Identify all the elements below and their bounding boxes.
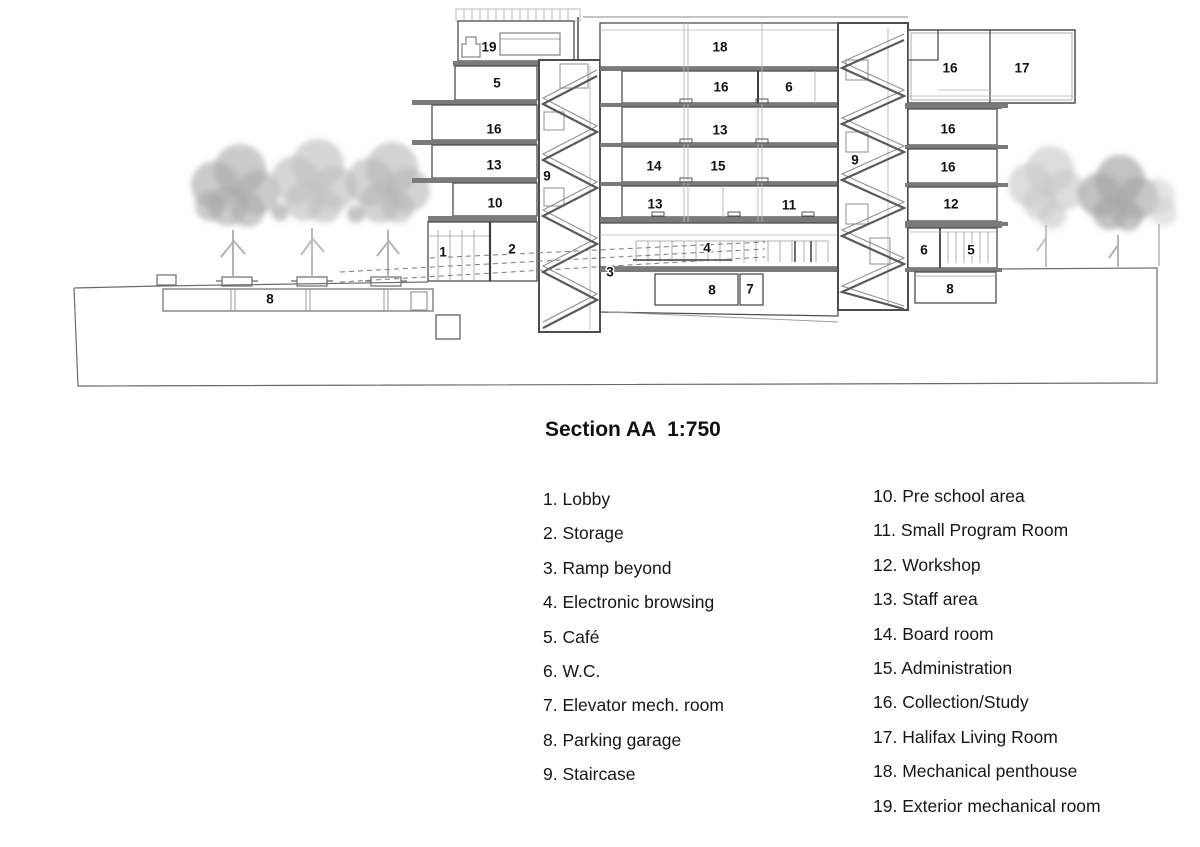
section-drawing [0, 0, 1200, 400]
legend-item [543, 723, 724, 757]
legend-item-number: 18. [873, 761, 898, 782]
room-number-label: 8 [946, 281, 954, 297]
legend-item-label: Café [562, 626, 600, 647]
legend-item-number: 8. [543, 729, 558, 750]
room-number-label: 18 [712, 39, 728, 55]
legend-item [873, 754, 1101, 788]
legend-item-number: 3. [543, 557, 558, 578]
room-number-label: 3 [606, 264, 614, 280]
legend-item [873, 513, 1101, 547]
legend-item [543, 585, 724, 619]
left-staircase [539, 60, 600, 332]
legend-item [873, 617, 1101, 651]
room-number-label: 8 [708, 282, 716, 298]
legend-item-label: Ramp beyond [562, 557, 672, 578]
legend-item-number: 6. [543, 661, 558, 682]
room-number-label: 13 [486, 157, 502, 173]
legend-item-number: 2. [543, 523, 558, 544]
legend-item-number: 12. [873, 554, 898, 575]
legend-item [873, 582, 1101, 616]
room-number-label: 8 [266, 291, 274, 307]
legend-item [873, 720, 1101, 754]
room-number-label: 9 [851, 152, 859, 168]
room-number-label: 4 [703, 240, 711, 256]
room-number-label: 10 [487, 195, 503, 211]
legend-item [543, 620, 724, 654]
legend-item-number: 13. [873, 589, 898, 610]
legend-item-label: Mechanical penthouse [902, 761, 1078, 782]
legend-item-label: Pre school area [902, 486, 1025, 506]
legend-item-label: Staff area [902, 589, 978, 610]
legend-item-number: 4. [543, 592, 558, 613]
legend-item-number: 17. [873, 726, 898, 747]
legend-item [543, 551, 724, 585]
legend-item [543, 516, 724, 550]
room-number-label: 16 [940, 159, 956, 175]
legend-item-label: W.C. [562, 661, 601, 682]
room-number-label: 16 [713, 79, 729, 95]
legend-item-number: 19. [873, 795, 898, 816]
legend-item [873, 548, 1101, 582]
legend-column-right [873, 479, 1101, 823]
legend-item-label: Staircase [562, 764, 636, 785]
legend-item-label: Parking garage [562, 729, 682, 750]
legend-item-label: Elevator mech. room [562, 695, 724, 716]
room-number-label: 11 [781, 197, 797, 213]
drawing-title: Section AA 1:750 [545, 418, 721, 441]
room-number-label: 12 [943, 196, 959, 212]
legend-item [543, 482, 724, 516]
legend-item-label: Small Program Room [900, 520, 1069, 541]
trees-right [1008, 146, 1177, 267]
legend-item [543, 654, 724, 688]
legend-item-label: Electronic browsing [562, 592, 715, 613]
legend-item-label: Halifax Living Room [902, 726, 1058, 747]
room-number-label: 6 [920, 242, 928, 258]
room-number-label: 16 [942, 60, 958, 76]
legend-item [873, 789, 1101, 823]
legend-item-number: 9. [543, 764, 558, 785]
room-number-label: 13 [712, 122, 728, 138]
legend-item [873, 685, 1101, 719]
legend-item-number: 11. [873, 520, 897, 541]
right-staircase [838, 23, 908, 310]
legend-item-number: 5. [543, 626, 558, 647]
room-number-label: 15 [710, 158, 726, 174]
legend-item-label: Storage [562, 523, 624, 544]
room-number-label: 5 [967, 242, 975, 258]
legend-item-label: Administration [901, 658, 1013, 679]
legend-item-number: 10. [873, 486, 898, 506]
legend-item-number: 14. [873, 623, 898, 644]
legend-column-left [543, 482, 724, 792]
legend-item-label: Exterior mechanical room [902, 795, 1101, 816]
legend-item [543, 757, 724, 791]
legend-item-number: 7. [543, 695, 558, 716]
legend-item [543, 688, 724, 722]
room-number-label: 5 [493, 75, 501, 91]
room-number-label: 1 [439, 244, 447, 260]
legend-item-label: Board room [902, 623, 994, 644]
legend-item-number: 1. [543, 489, 558, 509]
legend-item-label: Lobby [562, 489, 611, 509]
legend-item [873, 651, 1101, 685]
trees-left [191, 139, 430, 277]
room-number-label: 13 [647, 196, 663, 212]
room-number-label: 14 [646, 158, 662, 174]
room-number-label: 16 [486, 121, 502, 137]
legend-item-label: Collection/Study [902, 692, 1029, 713]
room-number-label: 7 [746, 281, 754, 297]
room-number-label: 17 [1014, 60, 1030, 76]
legend-item-number: 15. [873, 658, 898, 679]
room-number-label: 16 [940, 121, 956, 137]
room-number-label: 9 [543, 168, 551, 184]
legend-item [873, 479, 1101, 513]
room-number-label: 6 [785, 79, 793, 95]
room-number-label: 19 [481, 39, 497, 55]
legend-item-label: Workshop [902, 554, 981, 575]
legend-item-number: 16. [873, 692, 898, 713]
room-number-label: 2 [508, 241, 516, 257]
